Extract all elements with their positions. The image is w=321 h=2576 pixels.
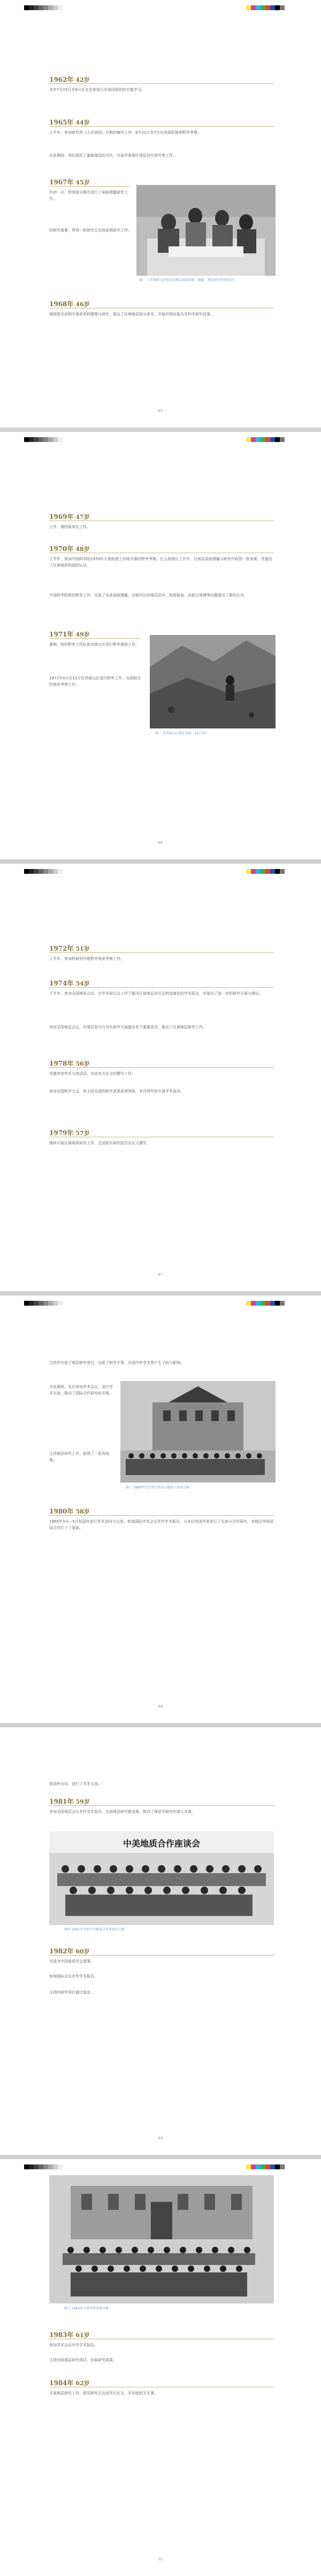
year-heading: 1982年 60岁 [49, 1947, 90, 1955]
year-heading: 1970年 48岁 [49, 545, 90, 553]
paragraph: 受邀参加学术交流活动，完成有关论文的撰写工作。 [49, 1072, 135, 1076]
photo-group-meeting [49, 1832, 274, 1925]
paragraph: 参加国际会议并作学术报告。 [49, 1974, 98, 1978]
divider [49, 952, 274, 953]
paragraph: 继续开展区域地质研究工作，完成相关研究报告及论文撰写。 [49, 1141, 150, 1145]
paragraph: 赴国外访问，进行了学术交流。 [49, 1782, 102, 1786]
page-4 [0, 1295, 321, 1723]
page-number: 67 [158, 1273, 163, 1277]
year-heading: 1965年 44岁 [49, 119, 90, 126]
year-heading: 1980年 58岁 [49, 1508, 90, 1515]
divider [49, 126, 274, 127]
banner-text: 中美地质合作座谈会 [123, 1838, 200, 1849]
photo-field-survey [150, 635, 276, 728]
print-color-bar [0, 434, 321, 445]
year-heading: 1962年 42岁 [49, 76, 90, 83]
page-1 [0, 0, 321, 428]
photo-caption: 图三 1980年代在研究所办公楼前与同事合影 [126, 1486, 190, 1489]
paragraph: 当选为中国地质学会理事。 [49, 1959, 94, 1964]
divider [49, 186, 129, 187]
photo-institute-building [120, 1381, 276, 1483]
page-number: 68 [158, 1704, 163, 1709]
photo-colleagues-discussion [136, 185, 276, 276]
year-heading: 1981年 59岁 [49, 1798, 90, 1805]
page-2 [0, 432, 321, 859]
page-number: 69 [158, 2136, 163, 2140]
paragraph: 1971年4月至12月在西南山区进行野外工作，完成相关的地质考察工作。 [49, 676, 141, 687]
paragraph: 在此期间，先后参加学术会议，进行学术交流，推动了国际合作研究的开展。 [49, 1385, 113, 1395]
paragraph: 中国科学院组织野外工作，完成了多条剖面测量，对研究区的地层层序、构造格局、岩相古地理等问题提出了新的认识。 [49, 593, 248, 598]
page-6 [0, 2159, 321, 2576]
paragraph: 参加学术会议并作学术报告。 [49, 2343, 98, 2347]
paragraph: 主持地层研究工作，取得了一系列成果。 [49, 1452, 109, 1462]
print-color-bar [0, 1298, 321, 1308]
paragraph: 工作。调回原单位工作。 [49, 525, 90, 529]
paragraph: 本年7月15日至9月在北京参加大庆油田组织的专题学习。 [49, 88, 145, 92]
paragraph: 参加全国地层会议，在地层划分与对比研究方面提出若干重要意见，推动了区域地层研究工作。 [49, 1025, 207, 1029]
paragraph: 上半年，参加中国科学院1970年大地构造工作组开展的野外考察。在云南地区工作中，在地层剖面测量与研究中取得一批成果，并提出了区域地质构造的认识。 [49, 557, 272, 568]
print-color-bar [0, 2, 321, 13]
divider [49, 1067, 274, 1068]
paragraph: 因研究需要，带领一批研究生完成前期研究工作。 [49, 228, 132, 232]
paragraph: 调查组完成相关地质资料整理与研究，提出了区域地层划分意见，并编写相应报告及科学研究成果。 [49, 312, 214, 316]
photo-caption: 图五 1982年与研究所同事合影 [64, 2307, 109, 2310]
divider [49, 1955, 274, 1956]
page-number: 65 [158, 409, 163, 413]
year-heading: 1971年 49岁 [49, 631, 90, 638]
divider [49, 1805, 274, 1806]
paragraph: 参加全国科学大会，所主持完成的研究成果获得奖励，并在研究所开展学术报告。 [49, 1089, 184, 1093]
paragraph: 上半年，参加研究所《大庆油田》分册的编写工作，6月22日至7月在西部的地质野外考察。 [49, 130, 201, 135]
photo-caption: 图一 工作期间与同事讨论地层剖面资料（摄影：地质研究所资料室） [139, 278, 236, 282]
paragraph: 在此期间，率队组织了湖南地层的对比，完成华南地区地层对比研究等工作。 [49, 153, 177, 158]
paragraph: 主持并完成了地层研究项目，出版了相关专著，在国内外学术界产生了较大影响。 [49, 1361, 184, 1365]
divider [49, 1515, 274, 1516]
year-heading: 1984年 62岁 [49, 2379, 90, 2387]
year-heading: 1983年 61岁 [49, 2331, 90, 2339]
paragraph: 主持的研究项目通过鉴定。 [49, 1990, 94, 1995]
photo-caption: 图四 1981年参加中美地质合作座谈会合影 [64, 1928, 125, 1931]
paragraph: 上半年，参加科研协作组野外地质考察工作。 [49, 957, 124, 961]
paragraph: 1980年3月—5月赴国外进行学术访问与交流，参加国际学术会议并作学术报告，与多位外国学者进行了交流与合作研究，为地层学的国际合作打下了基础。 [49, 1519, 273, 1530]
year-heading: 1967年 45岁 [49, 179, 90, 186]
page-number: 66 [158, 841, 163, 845]
paragraph: 参加全国地层会议并作学术报告，交流地层研究新进展，推动了地层学研究的深入发展。 [49, 1810, 195, 1814]
print-color-bar [0, 866, 321, 876]
photo-caption: 图二 在西南山区野外考察（1971年） [155, 732, 210, 735]
divider [49, 987, 274, 988]
year-heading: 1972年 51岁 [49, 945, 90, 952]
paragraph: 主持完成地层研究项目，出版研究成果。 [49, 2358, 117, 2362]
paragraph: 下半年，参加全国地质会议，在学术研讨会上作了题为区域地层对比及构造演化的学术报告，并提出了进一步的研究方案与建议。 [49, 991, 263, 996]
page-number: 70 [158, 2557, 163, 2562]
year-heading: 1978年 56岁 [49, 1060, 90, 1067]
print-color-bar [0, 2161, 321, 2172]
year-heading: 1979年 57岁 [49, 1129, 90, 1137]
paragraph: 年初一去，带领部分组员进行了剖面测量研究工作。 [49, 190, 128, 201]
paragraph: 开展地层研究工作，指导研究生完成学位论文，并出版相关专著。 [49, 2391, 158, 2395]
divider [49, 83, 274, 84]
year-heading: 1969年 47岁 [49, 513, 90, 521]
year-heading: 1974年 54岁 [49, 980, 90, 987]
photo-institute-group [49, 2175, 274, 2303]
paragraph: 暑假，组织野外工作队赴西南山区进行野外调查工作。 [49, 642, 139, 647]
page-3 [0, 864, 321, 1291]
divider [49, 638, 140, 639]
year-heading: 1968年 46岁 [49, 300, 90, 308]
page-5 [0, 1727, 321, 2155]
